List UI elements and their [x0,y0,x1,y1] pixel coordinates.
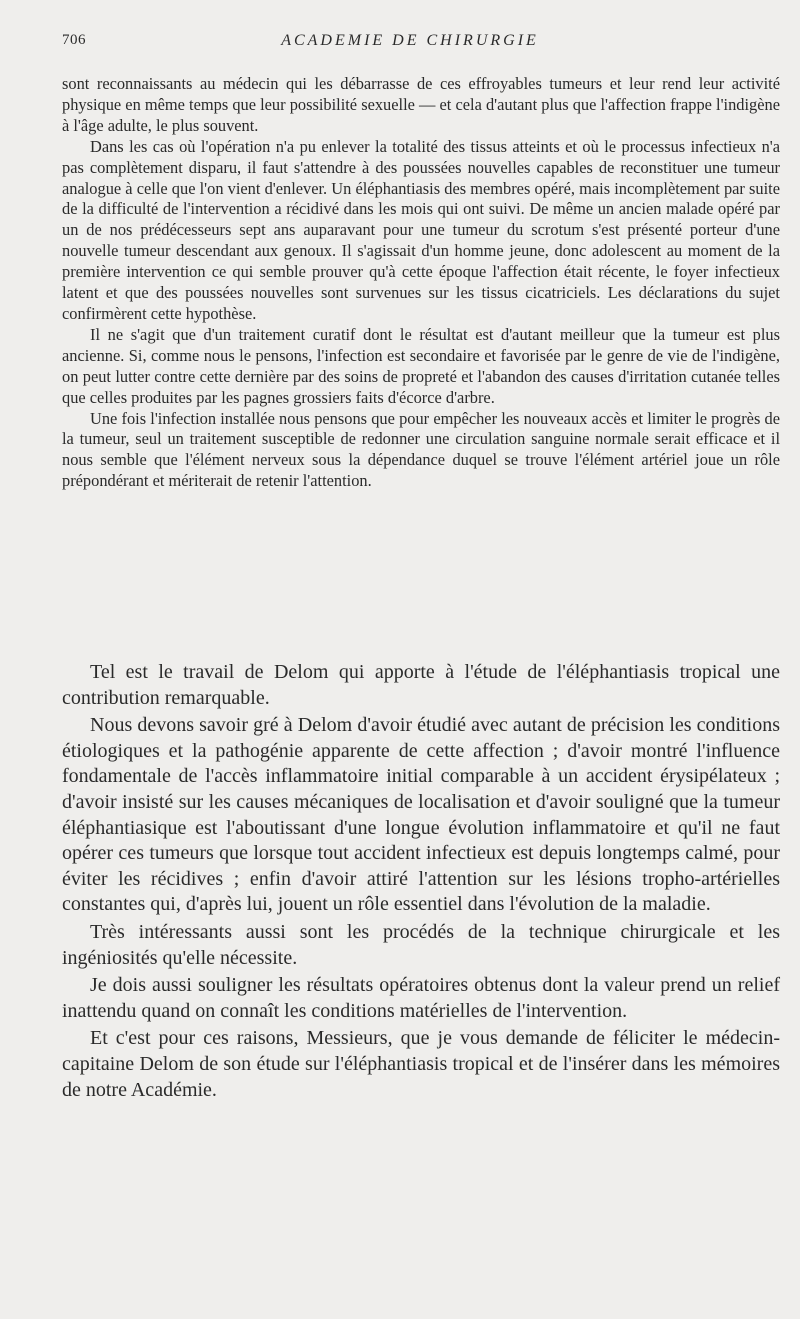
quote-paragraph: Dans les cas où l'opération n'a pu enlever la totalité des tissus atteints et où le processus infectieux n'a pas complètement disparu, il faut s'attendre à des poussées nouvelles capables de reconstituer une tumeur analogue à celle que l'on vient d'enlever. Un éléphantiasis des membres opéré, mais incomplètement par suite de la difficulté de l'intervention a récidivé dans les mois qui ont suivi. De même un ancien malade opéré par un de nos prédécesseurs sept ans auparavant pour une tumeur du scrotum s'est présenté porteur d'une nouvelle tumeur descendant aux genoux. Il s'agissait d'un homme jeune, donc adolescent au moment de la première intervention ce qui semble prouver qu'à cette époque l'affection était récente, le foyer infectieux latent et que des poussées nouvelles sont survenues sur les tissus cicatriciels. Les déclarations du sujet confirmèrent cette hypothèse. [62,136,780,323]
report-paragraph: Je dois aussi souligner les résultats opératoires obtenus dont la valeur prend un relief inattendu quand on connaît les conditions matérielles de l'intervention. [62,974,780,1022]
quote-paragraph: Il ne s'agit que d'un traitement curatif dont le résultat est d'autant meilleur que la tumeur est plus ancienne. Si, comme nous le pensons, l'infection est secondaire et favorisée par le genre de vie de l'indigène, on peut lutter contre cette dernière par des soins de propreté et l'abandon des causes d'irritation cutanée telles que celles produites par les pagnes grossiers faits d'écorce d'arbre. [62,324,780,407]
page-number: 706 [62,32,86,48]
quote-paragraph: sont reconnaissants au médecin qui les débarrasse de ces effroyables tumeurs et leur rend leur activité physique en même temps que leur possibilité sexuelle — et cela d'autant plus que l'affection frappe l'indigène à l'âge adulte, le plus souvent. [62,74,780,135]
report-paragraph: Tel est le travail de Delom qui apporte à l'étude de l'éléphantiasis tropical une contribution remarquable. [62,661,780,709]
quote-paragraph: Une fois l'infection installée nous pensons que pour empêcher les nouveaux accès et limiter le progrès de la tumeur, seul un traitement susceptible de redonner une circulation sanguine normale serait efficace et il nous semble que l'élément nerveux sous la dépendance duquel se trouve l'élément artériel joue un rôle prépondérant et mériterait de retenir l'attention. [62,408,780,491]
running-title: ACADEMIE DE CHIRURGIE [281,32,539,49]
quoted-author-text [62,74,780,492]
report-paragraph: Et c'est pour ces raisons, Messieurs, que je vous demande de féliciter le médecin-capitaine Delom de son étude sur l'éléphantiasis tropical et de l'insérer dans les mémoires de notre Académie. [62,1027,780,1101]
report-paragraph: Très intéressants aussi sont les procédés de la technique chirurgicale et les ingéniosités qu'elle nécessite. [62,920,780,969]
report-paragraph: Nous devons savoir gré à Delom d'avoir étudié avec autant de précision les conditions étiologiques et la pathogénie apparente de cette affection ; d'avoir montré l'influence fondamentale de l'accès inflammatoire initial comparable à un accident érysipélateux ; d'avoir insisté sur les causes mécaniques de localisation et d'avoir souligné que la tumeur éléphantiasique est l'aboutissant d'une longue évolution inflammatoire et qu'il ne faut opérer ces tumeurs que lorsque tout accident infectieux est depuis longtemps calmé, pour éviter les récidives ; enfin d'avoir attiré l'attention sur les lésions tropho-artérielles constantes qui, d'après lui, jouent un rôle essentiel dans l'évolution de la maladie. [62,714,780,916]
report-conclusion [62,660,780,1105]
page-header [62,32,758,54]
